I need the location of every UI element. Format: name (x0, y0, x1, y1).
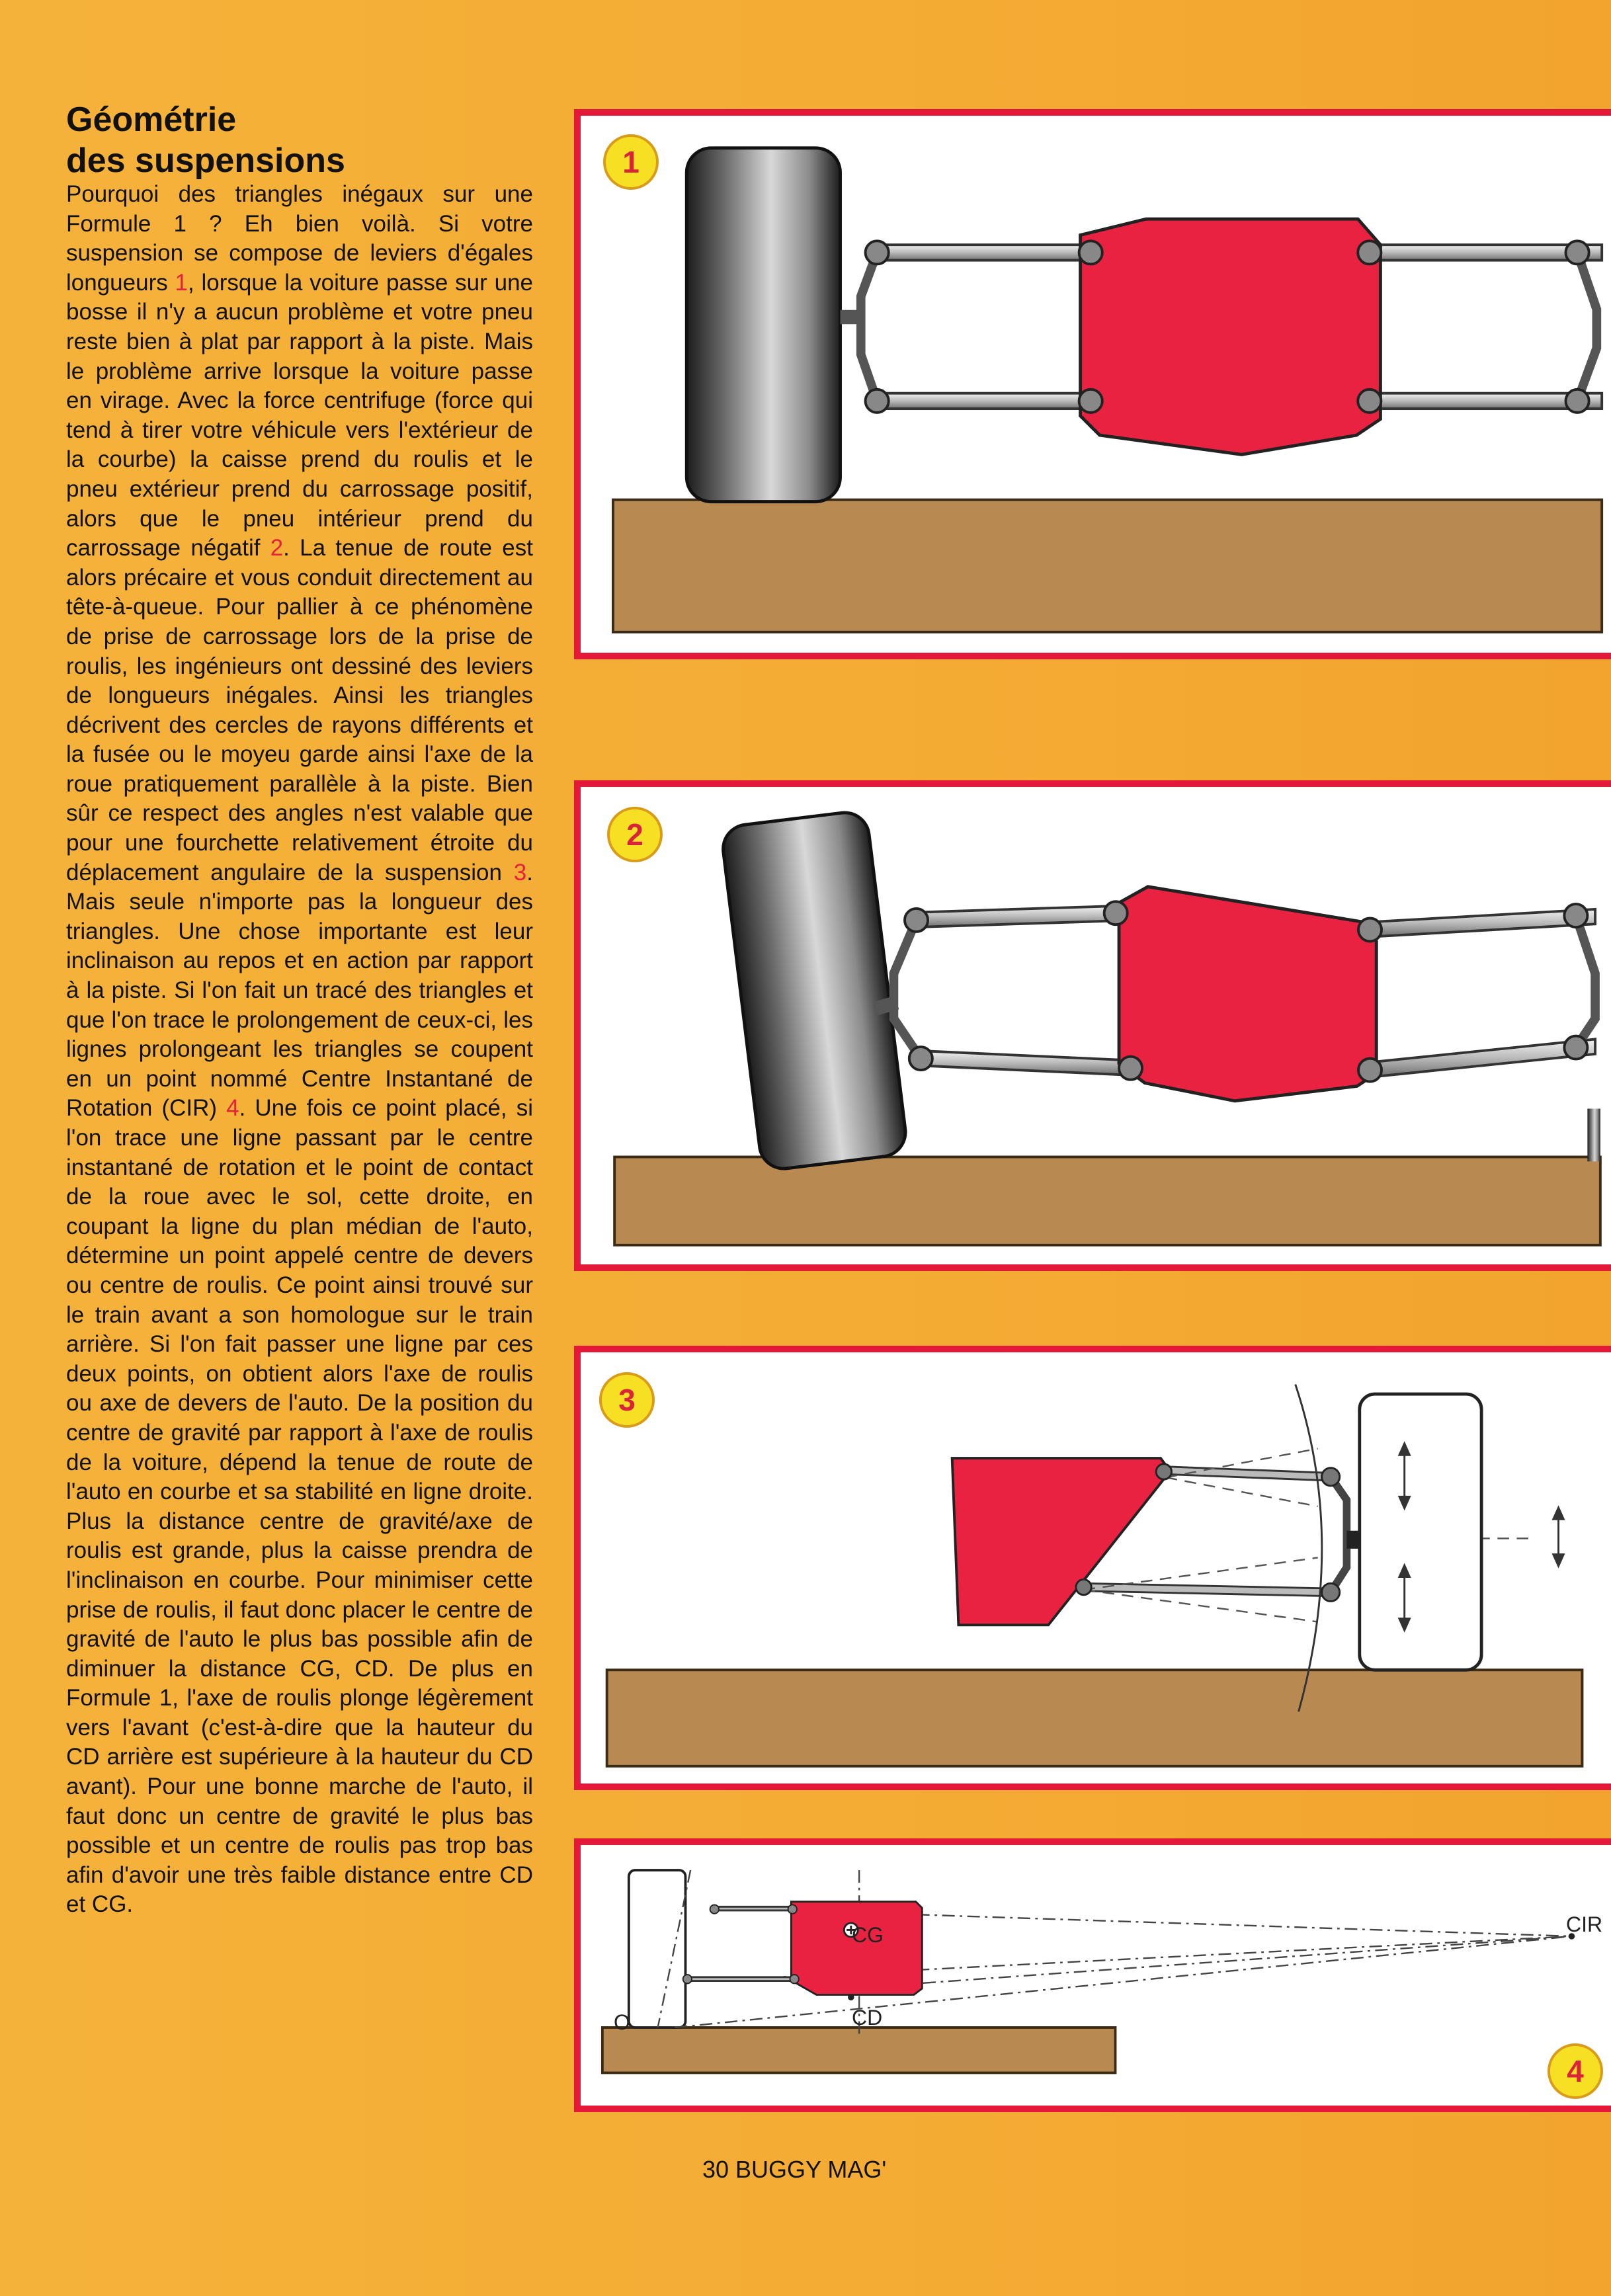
article-body (66, 180, 533, 1920)
cd-label: CD (852, 2006, 883, 2030)
figure-4-panel (574, 1838, 1611, 2112)
track (607, 1670, 1583, 1766)
track (614, 1157, 1600, 1245)
figure-1-number: 1 (603, 134, 659, 190)
body-text: , lorsque la voiture passe sur une bosse il n'y a aucun problème et votre pneu reste bien à plat par rapport à la piste. Mais le problème arrive lorsque la voiture passe en virage. Avec la force centrifuge (force qui tend à tirer votre véhicule vers l'extérieur de la courbe) la caisse prend du roulis et le pneu extérieur prend du carrossage positif, alors que le pneu intérieur prend du carrossage négatif (66, 269, 533, 561)
figure-3-number: 3 (599, 1372, 655, 1428)
track (613, 500, 1602, 632)
cd-marker (848, 1994, 854, 2001)
body-text: . Une fois ce point placé, si l'on trace une ligne passant par le centre instantané de rotation et le point de contact de la roue avec le sol, cette droite, en coupant la ligne du plan médian de l'auto, détermine un point appelé centre de devers ou centre de roulis. Ce point ainsi trouvé sur le train avant a son homologue sur le train arrière. Si l'on fait passer une ligne par ces deux points, on obtient alors l'axe de roulis ou axe de devers de l'auto. De la position du centre de gravité par rapport à l'axe de roulis de la voiture, dépend la tenue de route de l'auto en courbe et sa stabilité en ligne droite. Plus la distance centre de gravité/axe de roulis est grande, plus la caisse prendra de l'inclinaison en courbe. Pour minimiser cette prise de roulis, il faut donc placer le centre de gravité de l'auto le plus bas possible afin de diminuer la distance CG, CD. De plus en Formule 1, l'axe de roulis plonge légèrement vers l'avant (c'est-à-dire que la hauteur du CD arrière est supérieure à la hauteur du CD avant). Pour une bonne marche de l'auto, il faut donc un centre de gravité le plus bas possible et un centre de roulis pas trop bas afin d'avoir une très faible distance entre CD et CG. (66, 1095, 533, 1918)
title-line-1: Géométrie (66, 101, 237, 139)
wheel (629, 1870, 686, 2028)
figure-reference: 2 (270, 535, 284, 561)
wheel (1360, 1394, 1481, 1670)
cg-label: CG (852, 1923, 884, 1947)
figure-2-panel (574, 780, 1611, 1271)
figure-4-diagram (581, 1845, 1611, 2106)
figure-1-panel (574, 109, 1611, 659)
figure-reference: 3 (513, 859, 527, 885)
figure-2-diagram (581, 787, 1611, 1264)
figure-reference: 1 (175, 269, 188, 296)
body-text: . La tenue de route est alors précaire et vous conduit directement au tête-à-queue. Pour pallier à ce phénomène de prise de carrossage lors de la prise de roulis, les ingénieurs ont dessiné des leviers de longueurs inégales. Ainsi les triangles décrivent des cercles de rayons différents et la fusée ou le moyeu garde ainsi l'axe de la roue pratiquement parallèle à la piste. Bien sûr ce respect des angles n'est valable que pour une fourchette relativement étroite du déplacement angulaire de la suspension (66, 535, 533, 885)
chassis (952, 1458, 1171, 1625)
figure-3-panel (574, 1346, 1611, 1790)
body-text: Pourquoi des triangles inégaux sur une Formule 1 ? Eh bien voilà. Si votre suspension se compose de leviers d'égales longueurs (66, 181, 533, 296)
page-folio: 30 BUGGY MAG' (702, 2156, 887, 2183)
figure-4-number: 4 (1548, 2043, 1603, 2099)
o-label: O (614, 2010, 630, 2034)
chassis (1119, 887, 1376, 1101)
body-text: . Mais seule n'importe pas la longueur des triangles. Une chose importante est leur inclinaison au repos et en action par rapport à la piste. Si l'on fait un tracé des triangles et que l'on trace le prolongement de ceux-ci, les lignes prolongeant les triangles se coupent en un point nommé Centre Instantané de Rotation (CIR) (66, 859, 533, 1122)
track (602, 2028, 1116, 2073)
figure-2-number: 2 (607, 807, 663, 862)
tire (686, 148, 840, 502)
arc (1296, 1385, 1322, 1712)
chassis (791, 1902, 922, 1995)
chassis (1081, 219, 1381, 454)
tire (720, 810, 908, 1172)
figure-reference: 4 (226, 1095, 239, 1122)
title-line-2: des suspensions (66, 142, 345, 180)
figure-1-diagram (581, 116, 1611, 653)
article-title (66, 99, 345, 181)
figure-3-diagram (581, 1352, 1611, 1784)
cir-label: CIR (1566, 1912, 1603, 1936)
